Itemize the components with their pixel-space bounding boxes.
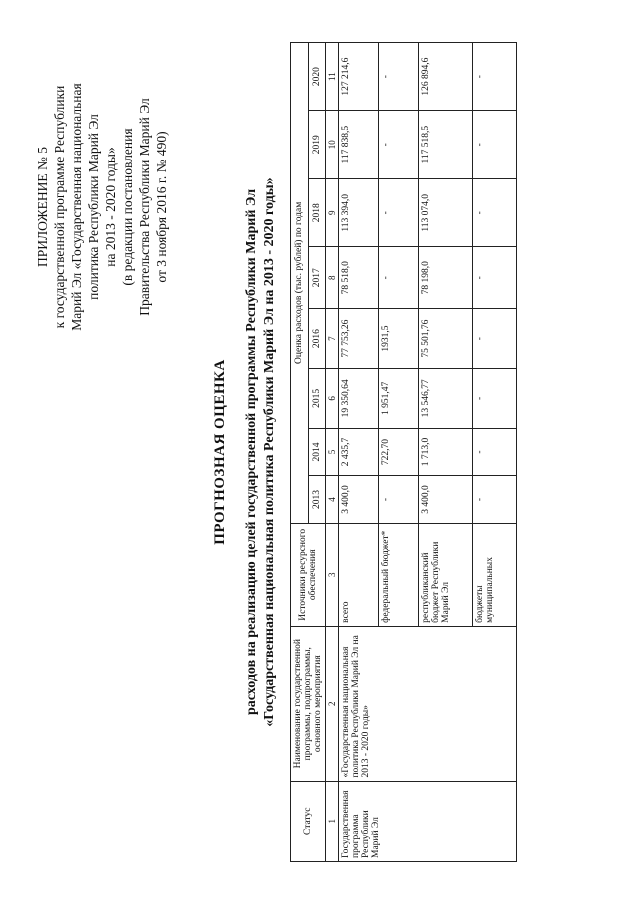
value-cell: - [379,179,419,247]
value-cell: 77 753,26 [339,309,379,369]
header-year: 2020 [308,43,326,111]
status-cell: Государственная программа Республики Марий Эл [339,781,517,861]
value-cell: 3 400,0 [419,476,473,523]
column-index: 8 [326,247,339,309]
title-line-2: «Государственная национальная политика Республики Марий Эл на 2013 - 2020 годы» [262,177,277,727]
value-cell: 127 214,6 [339,43,379,111]
value-cell: - [473,476,517,523]
value-cell: 113 074,0 [419,179,473,247]
appendix-line: Марий Эл «Государственная национальная [69,83,84,331]
value-cell: 2 435,7 [339,428,379,475]
header-name: Наименование государственной программы, подпрограммы, основного мероприятия [291,626,326,781]
appendix-line: политика Республики Марий Эл [86,114,101,300]
title-line-1: расходов на реализацию целей государственной программы Республики Марий Эл [244,188,259,716]
value-cell: 78 518,0 [339,247,379,309]
value-cell: - [473,179,517,247]
header-year: 2019 [308,111,326,179]
appendix-line: ПРИЛОЖЕНИЕ № 5 [35,146,50,268]
column-index: 11 [326,43,339,111]
value-cell: - [379,111,419,179]
header-source: Источники ресурсного обеспечения [291,523,326,626]
value-cell: - [473,111,517,179]
value-cell: 722,70 [379,428,419,475]
column-index: 2 [326,626,339,781]
value-cell: 75 501,76 [419,309,473,369]
column-index: 5 [326,428,339,475]
column-index: 4 [326,476,339,523]
title-heading: ПРОГНОЗНАЯ ОЦЕНКА [212,359,228,545]
column-index: 6 [326,369,339,429]
column-index: 10 [326,111,339,179]
header-year: 2014 [308,428,326,475]
value-cell: - [379,43,419,111]
appendix-line: на 2013 - 2020 годы» [103,147,118,267]
value-cell: 113 394,0 [339,179,379,247]
source-cell: республиканский бюджет Республики Марий Эл [419,523,473,626]
value-cell: - [379,247,419,309]
header-year: 2016 [308,309,326,369]
program-name-cell: «Государственная национальная политика Республики Марий Эл на 2013 - 2020 годы» [339,626,517,781]
value-cell: 1 951,47 [379,369,419,429]
appendix-line: от 3 ноября 2016 г. № 490) [154,131,169,283]
source-cell: федеральный бюджет* [379,523,419,626]
value-cell: 3 400,0 [339,476,379,523]
appendix-line: Правительства Республики Марий Эл [137,98,152,316]
appendix-block [34,42,170,372]
value-cell: 126 894,6 [419,43,473,111]
value-cell: - [473,43,517,111]
value-cell: - [379,476,419,523]
header-year: 2017 [308,247,326,309]
value-cell: - [473,428,517,475]
source-cell: всего [339,523,379,626]
value-cell: - [473,369,517,429]
value-cell: 117 838,5 [339,111,379,179]
column-index: 7 [326,309,339,369]
header-estimate: Оценка расходов (тыс. рублей) по годам [291,43,309,524]
header-status: Статус [291,781,326,861]
appendix-line: к государственной программе Республики [52,85,67,329]
value-cell: 1 713,0 [419,428,473,475]
expense-table [290,42,517,862]
value-cell: - [473,247,517,309]
value-cell: - [473,309,517,369]
value-cell: 1931,5 [379,309,419,369]
column-index: 3 [326,523,339,626]
value-cell: 19 350,64 [339,369,379,429]
header-year: 2015 [308,369,326,429]
rotated-page [20,22,620,882]
value-cell: 13 546,77 [419,369,473,429]
value-cell: 117 518,5 [419,111,473,179]
value-cell: 78 198,0 [419,247,473,309]
column-index: 9 [326,179,339,247]
source-cell: бюджеты муниципальных [473,523,517,626]
column-index: 1 [326,781,339,861]
header-year: 2018 [308,179,326,247]
appendix-line: (в редакции постановления [120,128,135,286]
document-title [212,22,279,882]
header-year: 2013 [308,476,326,523]
